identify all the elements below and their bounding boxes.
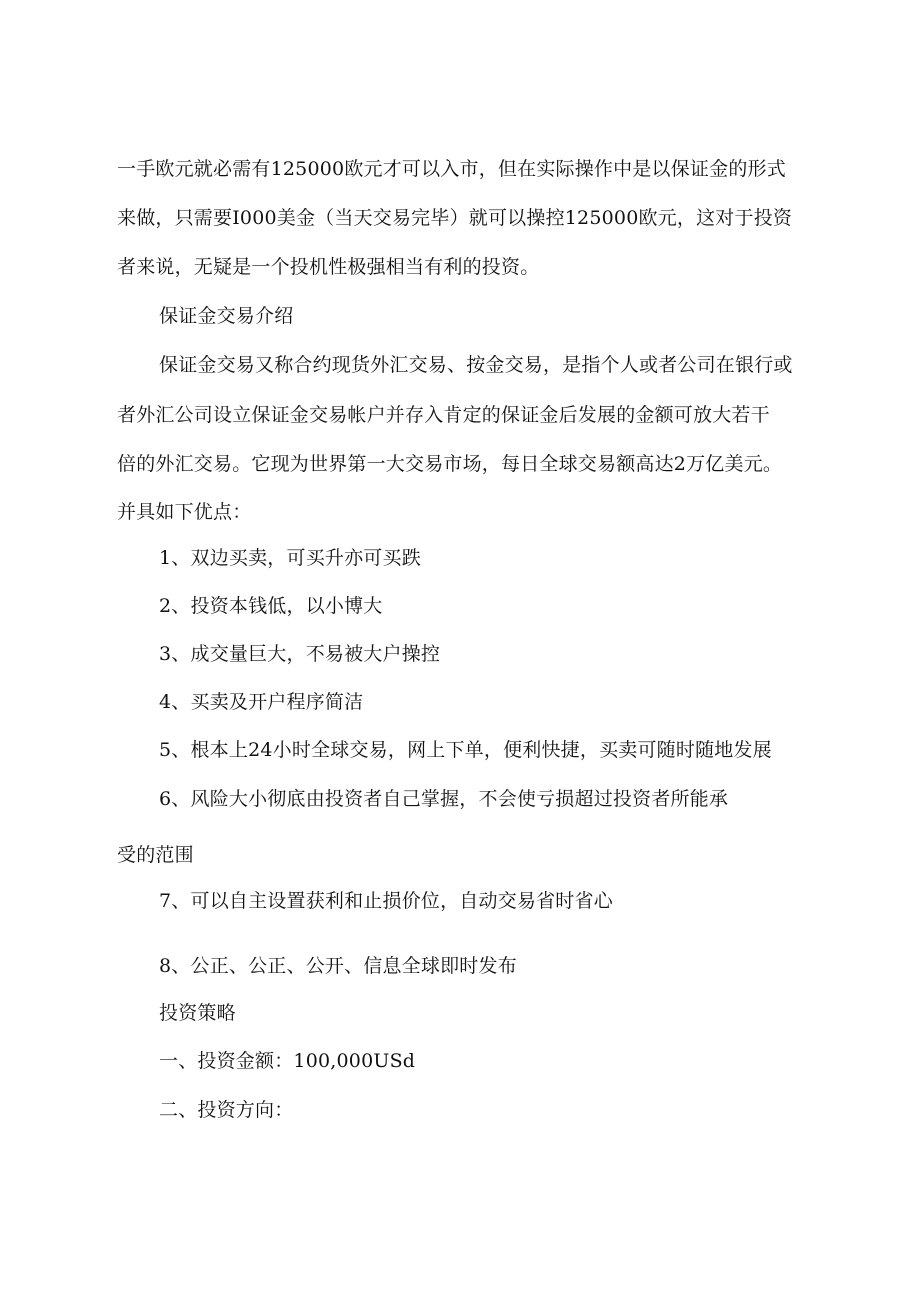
paragraph-line-5: 保证金交易又称合约现货外汇交易、按金交易，是指个人或者公司在银行或 [159, 354, 793, 376]
list-item-5: 5、根本上24小时全球交易，网上下单，便利快捷，买卖可随时随地发展 [159, 739, 772, 761]
paragraph-line-1: 一手欧元就必需有125000欧元才可以入市，但在实际操作中是以保证金的形式 [117, 158, 786, 180]
list-item-6-continuation: 受的范围 [117, 844, 194, 866]
list-item-7: 7、可以自主设置获利和止损价位，自动交易省时省心 [159, 890, 613, 912]
list-item-2: 2、投资本钱低，以小博大 [159, 595, 383, 617]
strategy-item-amount: 一、投资金额：100,000USd [159, 1050, 416, 1072]
list-item-8: 8、公正、公正、公开、信息全球即时发布 [159, 955, 517, 977]
paragraph-line-8: 并具如下优点： [117, 501, 252, 523]
list-item-6: 6、风险大小彻底由投资者自己掌握，不会使亏损超过投资者所能承 [159, 788, 729, 810]
list-item-3: 3、成交量巨大，不易被大户操控 [159, 643, 441, 665]
list-item-1: 1、双边买卖，可买升亦可买跌 [159, 547, 421, 569]
paragraph-line-2: 来做，只需要I000美金（当天交易完毕）就可以操控125000欧元，这对于投资 [117, 207, 793, 229]
section-heading-investment-strategy: 投资策略 [159, 1002, 236, 1024]
strategy-item-direction: 二、投资方向： [159, 1099, 294, 1121]
section-heading-margin-trading: 保证金交易介绍 [159, 305, 294, 327]
paragraph-line-6: 者外汇公司设立保证金交易帐户并存入肯定的保证金后发展的金额可放大若干 [117, 404, 770, 426]
paragraph-line-7: 倍的外汇交易。它现为世界第一大交易市场，每日全球交易额高达2万亿美元。 [117, 453, 783, 475]
paragraph-line-3: 者来说，无疑是一个投机性极强相当有利的投资。 [117, 256, 540, 278]
list-item-4: 4、买卖及开户程序简洁 [159, 691, 364, 713]
